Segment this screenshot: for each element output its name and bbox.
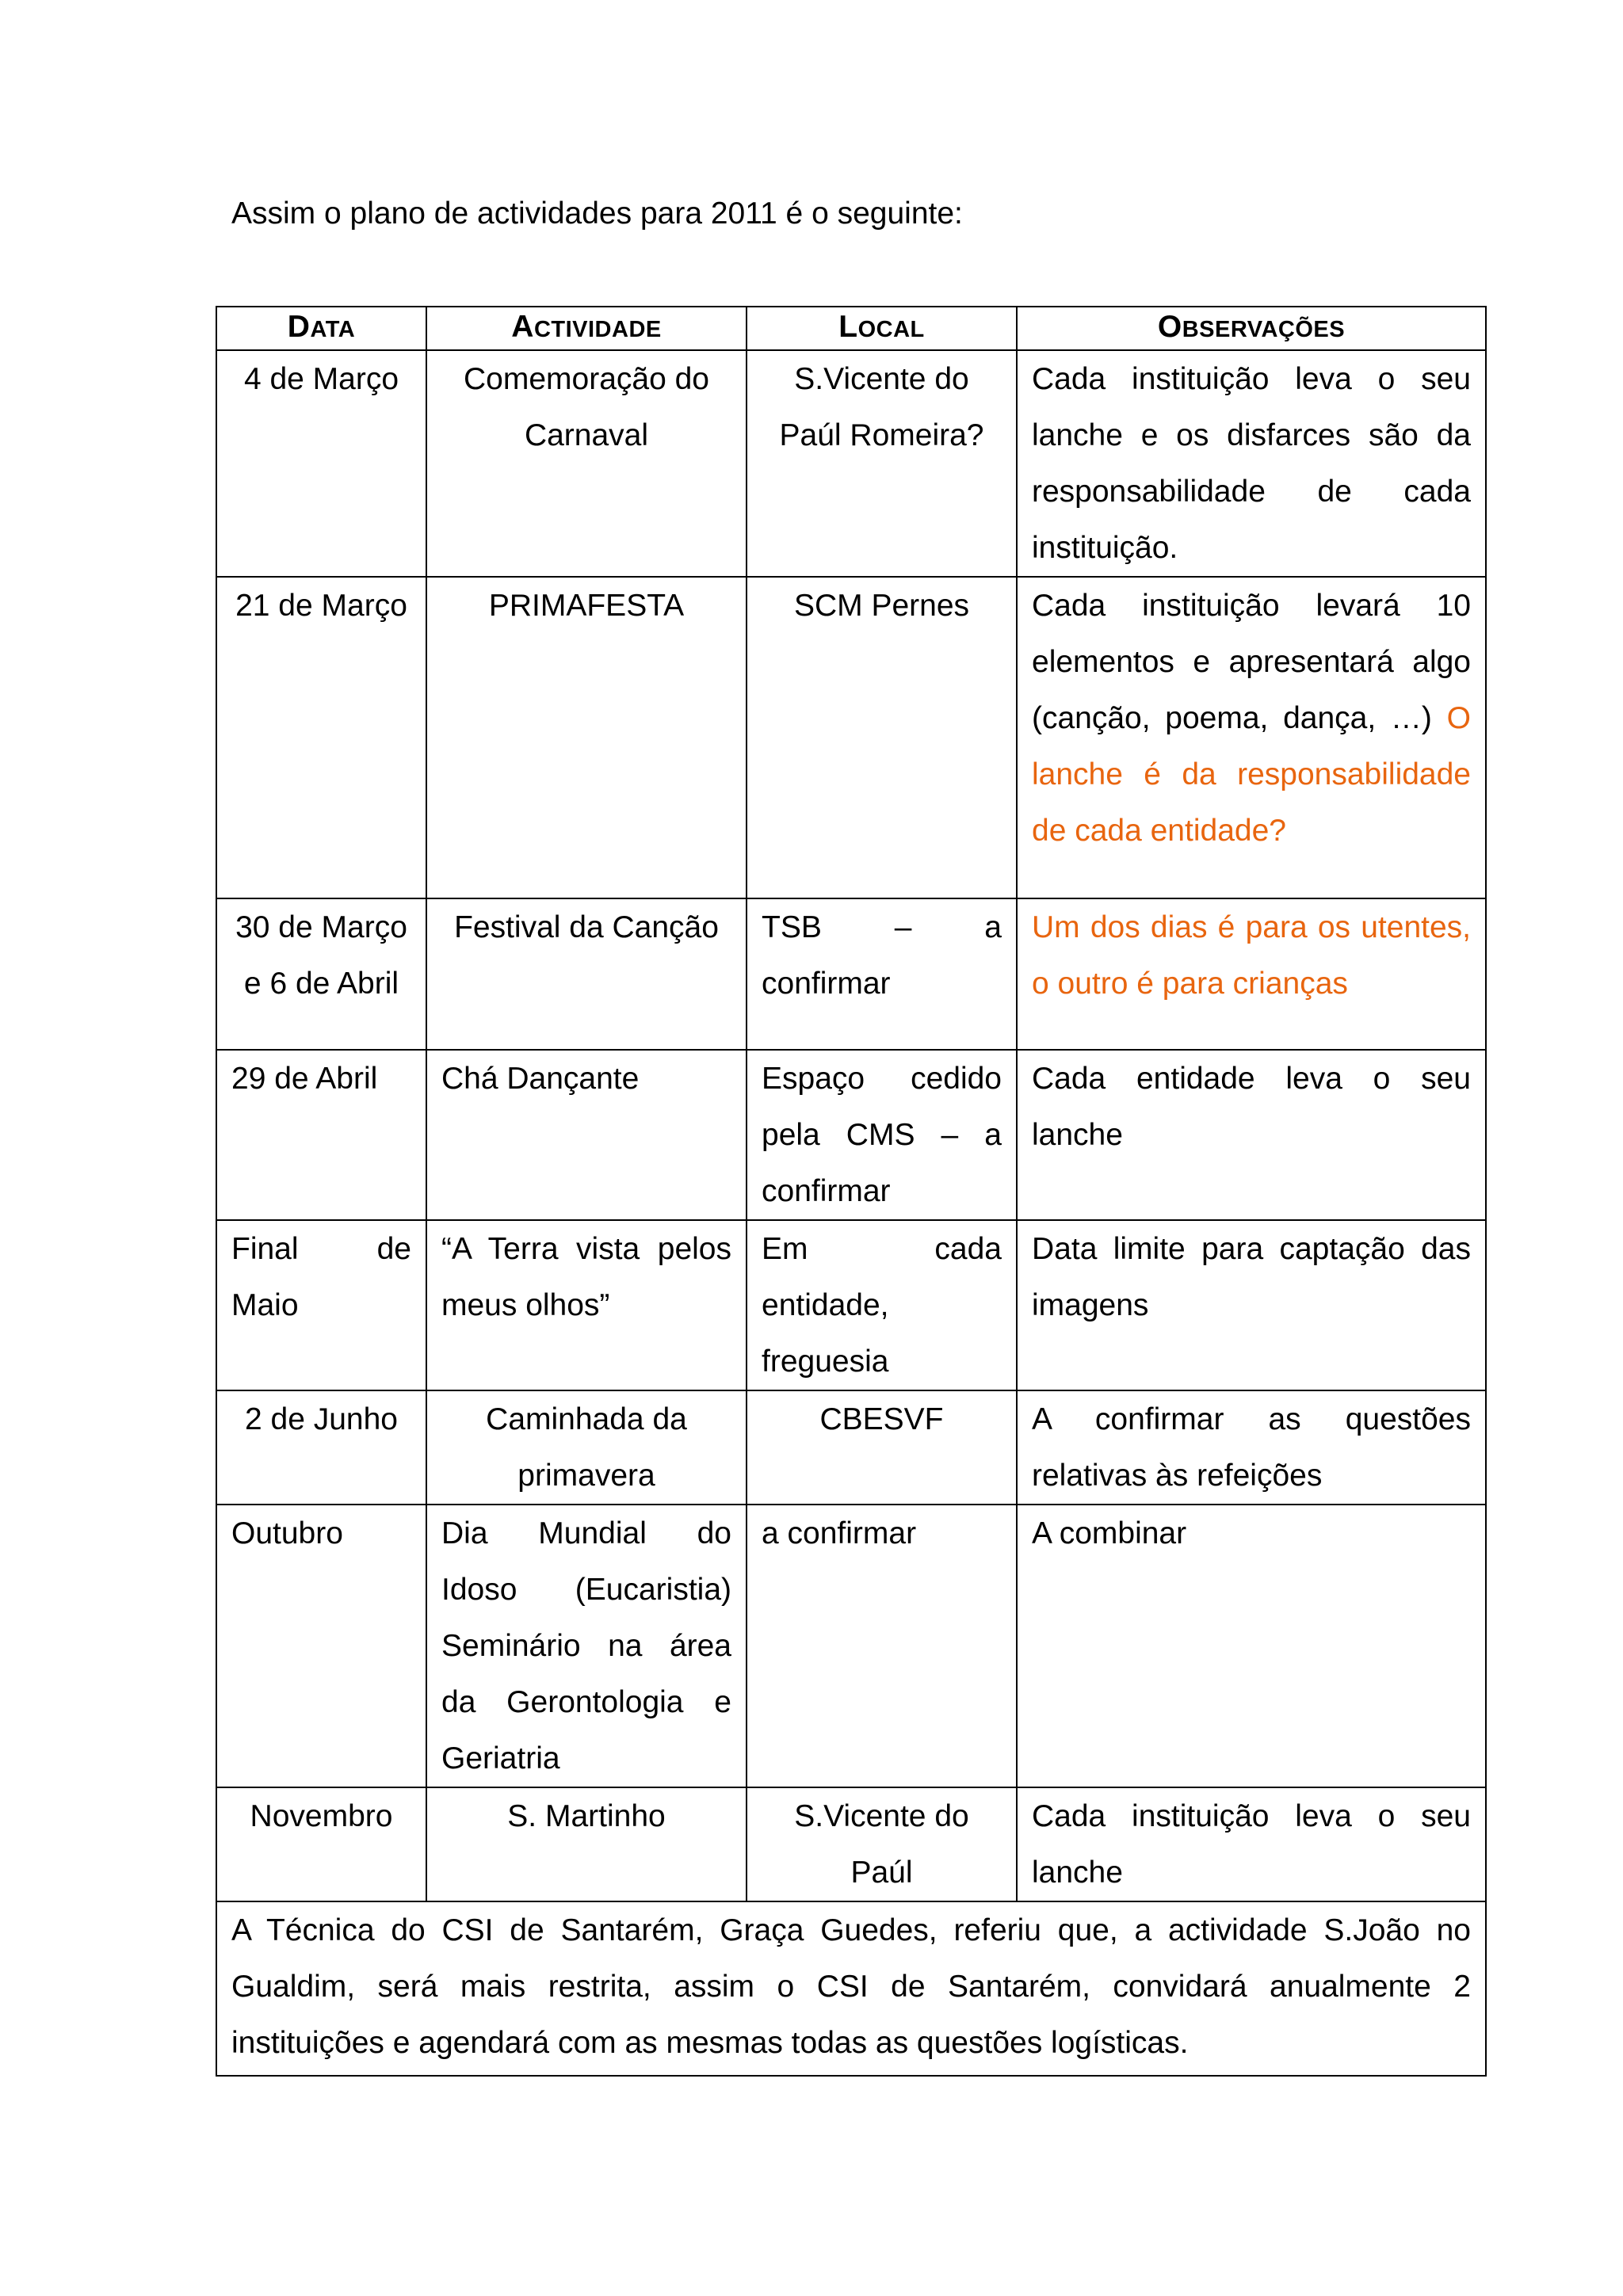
cell-actividade: “A Terra vista pelos meus olhos” bbox=[426, 1220, 747, 1390]
table-row bbox=[216, 350, 1486, 577]
cell-actividade: Dia Mundial do Idoso (Eucaristia) Seminário na área da Gerontologia e Geriatria bbox=[426, 1505, 747, 1787]
table-row bbox=[216, 1390, 1486, 1505]
table-row bbox=[216, 1505, 1486, 1787]
cell-data: Novembro bbox=[216, 1787, 426, 1901]
intro-text: Assim o plano de actividades para 2011 é o seguinte: bbox=[231, 196, 963, 231]
header-actividade: ACTIVIDADE bbox=[426, 307, 747, 350]
note-cell: A Técnica do CSI de Santarém, Graça Guedes, referiu que, a actividade S.João no Gualdim, será mais restrita, assim o CSI de Santarém, convidará anualmente 2 instituições e agendará com as mesmas todas as questões logísticas. bbox=[216, 1901, 1486, 2076]
cell-data: 29 de Abril bbox=[216, 1050, 426, 1220]
cell-actividade: Festival da Canção bbox=[426, 898, 747, 1050]
cell-local: a confirmar bbox=[747, 1505, 1017, 1787]
cell-observacoes: A combinar bbox=[1017, 1505, 1486, 1787]
cell-observacoes: Cada instituição levará 10 elementos e apresentará algo (canção, poema, dança, …) O lanche é da responsabilidade de cada entidade? bbox=[1017, 577, 1486, 898]
table-header-row bbox=[216, 307, 1486, 350]
cell-observacoes: Data limite para captação das imagens bbox=[1017, 1220, 1486, 1390]
cell-data: Outubro bbox=[216, 1505, 426, 1787]
activities-table bbox=[216, 306, 1487, 2077]
cell-observacoes: Cada instituição leva o seu lanche bbox=[1017, 1787, 1486, 1901]
cell-actividade: Caminhada da primavera bbox=[426, 1390, 747, 1505]
cell-observacoes: Um dos dias é para os utentes, o outro é para crianças bbox=[1017, 898, 1486, 1050]
cell-observacoes: A confirmar as questões relativas às refeições bbox=[1017, 1390, 1486, 1505]
cell-data: 4 de Março bbox=[216, 350, 426, 577]
cell-local: Em cada entidade, freguesia bbox=[747, 1220, 1017, 1390]
cell-local: S.Vicente do Paúl Romeira? bbox=[747, 350, 1017, 577]
table-row bbox=[216, 1050, 1486, 1220]
cell-observacoes: Cada entidade leva o seu lanche bbox=[1017, 1050, 1486, 1220]
cell-actividade: Chá Dançante bbox=[426, 1050, 747, 1220]
table-row bbox=[216, 898, 1486, 1050]
cell-data: 2 de Junho bbox=[216, 1390, 426, 1505]
header-local: LOCAL bbox=[747, 307, 1017, 350]
cell-observacoes: Cada instituição leva o seu lanche e os disfarces são da responsabilidade de cada instituição. bbox=[1017, 350, 1486, 577]
cell-actividade: PRIMAFESTA bbox=[426, 577, 747, 898]
cell-local: CBESVF bbox=[747, 1390, 1017, 1505]
header-data: DATA bbox=[216, 307, 426, 350]
header-observacoes: OBSERVAÇÕES bbox=[1017, 307, 1486, 350]
cell-local: S.Vicente do Paúl bbox=[747, 1787, 1017, 1901]
cell-data: 21 de Março bbox=[216, 577, 426, 898]
cell-data: Final de Maio bbox=[216, 1220, 426, 1390]
cell-actividade: Comemoração do Carnaval bbox=[426, 350, 747, 577]
cell-actividade: S. Martinho bbox=[426, 1787, 747, 1901]
table-row bbox=[216, 1220, 1486, 1390]
note-row bbox=[216, 1901, 1486, 2076]
cell-data: 30 de Março e 6 de Abril bbox=[216, 898, 426, 1050]
table-row bbox=[216, 577, 1486, 898]
cell-local: Espaço cedido pela CMS – a confirmar bbox=[747, 1050, 1017, 1220]
cell-local: TSB – a confirmar bbox=[747, 898, 1017, 1050]
table-row bbox=[216, 1787, 1486, 1901]
cell-local: SCM Pernes bbox=[747, 577, 1017, 898]
